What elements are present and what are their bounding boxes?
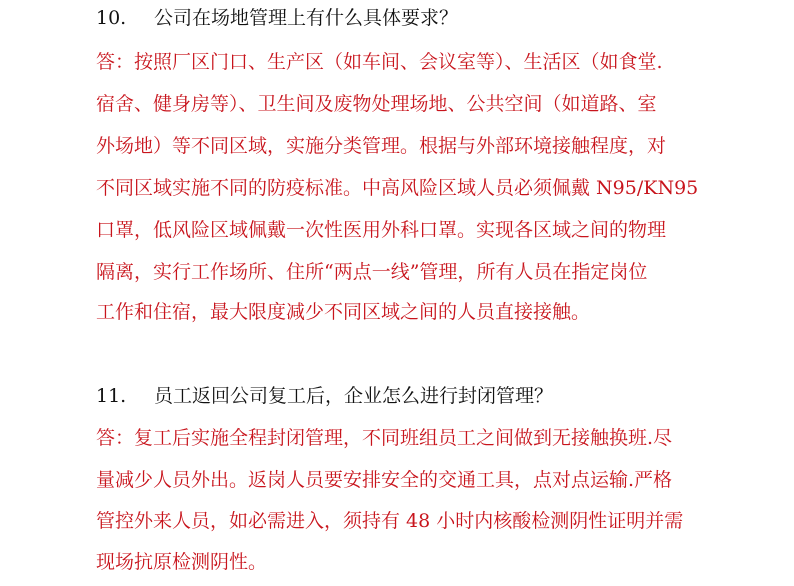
answer-11-line: 现场抗原检测阴性。 xyxy=(96,551,268,573)
answer-10-line: 不同区域实施不同的防疫标准。中高风险区域人员必须佩戴 N95/KN95 xyxy=(96,177,699,199)
question-11-heading xyxy=(96,384,553,408)
answer-10-line: 工作和住宿，最大限度减少不同区域之间的人员直接接触。 xyxy=(96,301,591,323)
question-10-heading xyxy=(96,6,458,30)
answer-11-line: 答：复工后实施全程封闭管理，不同班组员工之间做到无接触换班.尽 xyxy=(96,427,673,449)
answer-10-line: 隔离，实行工作场所、住所“两点一线”管理，所有人员在指定岗位 xyxy=(96,261,648,283)
answer-11-line: 量减少人员外出。返岗人员要安排安全的交通工具，点对点运输.严格 xyxy=(96,469,673,491)
question-11-number: 11. xyxy=(96,385,127,407)
answer-10-line: 宿舍、健身房等）、卫生间及废物处理场地、公共空间（如道路、室 xyxy=(96,93,657,115)
answer-10-line: 答：按照厂区门口、生产区（如车间、会议室等）、生活区（如食堂. xyxy=(96,51,663,73)
answer-11-line: 管控外来人员，如必需进入，须持有 48 小时内核酸检测阴性证明并需 xyxy=(96,510,684,532)
answer-10-line: 口罩，低风险区域佩戴一次性医用外科口罩。实现各区域之间的物理 xyxy=(96,219,667,241)
answer-10-line: 外场地）等不同区域，实施分类管理。根据与外部环境接触程度，对 xyxy=(96,135,667,157)
question-11-text: 员工返回公司复工后，企业怎么进行封闭管理？ xyxy=(154,385,554,407)
question-10-number: 10. xyxy=(96,7,127,29)
question-10-text: 公司在场地管理上有什么具体要求？ xyxy=(154,7,459,29)
